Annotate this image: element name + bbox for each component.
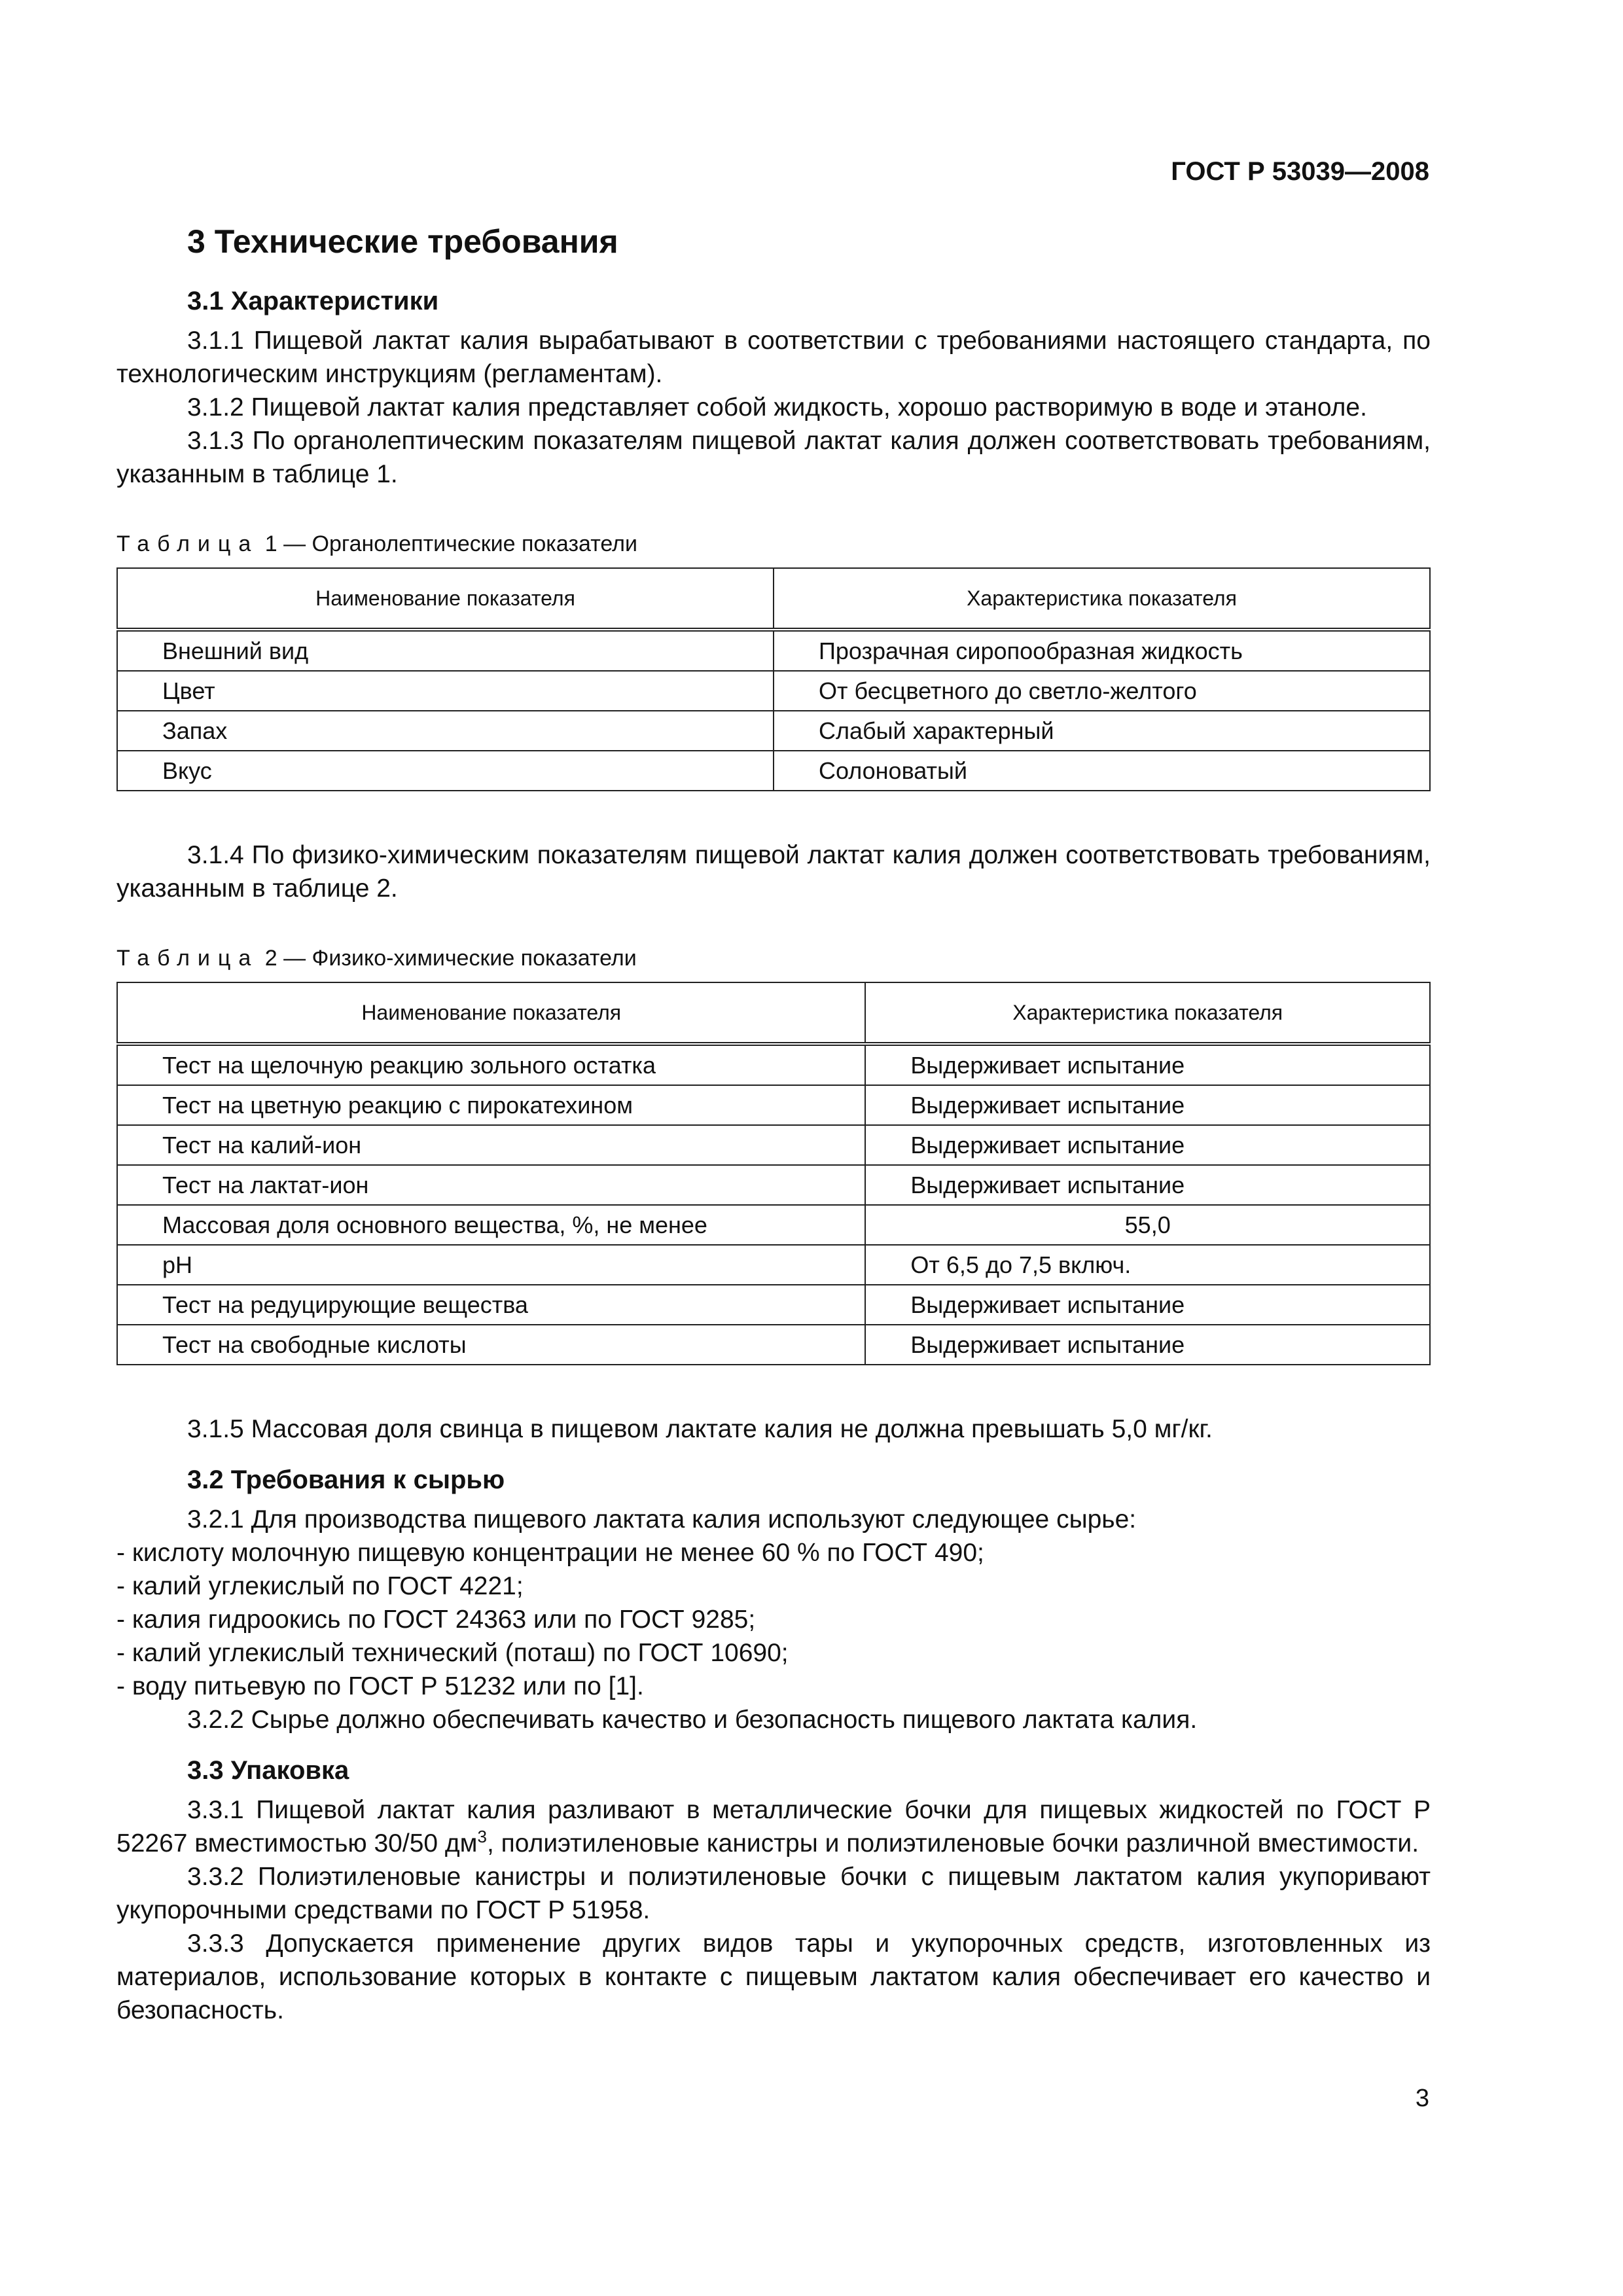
- table-header: Наименование показателя: [117, 568, 774, 630]
- subsection-title-3-1: 3.1 Характеристики: [187, 287, 439, 315]
- list-item: - воду питьевую по ГОСТ Р 51232 или по [1].: [116, 1672, 644, 1700]
- table-header: Характеристика показателя: [774, 568, 1430, 630]
- table-row: Внешний вид Прозрачная сиропообразная жидкость: [117, 630, 1430, 671]
- table-row: Тест на свободные кислоты Выдерживает испытание: [117, 1325, 1430, 1365]
- table-row: Вкус Солоноватый: [117, 751, 1430, 791]
- table-row: pH От 6,5 до 7,5 включ.: [117, 1245, 1430, 1285]
- raw-materials-list: [116, 1536, 1431, 1703]
- table-header: Характеристика показателя: [865, 982, 1430, 1044]
- table-row: Тест на калий-ион Выдерживает испытание: [117, 1125, 1430, 1165]
- paragraph-3-1-5: 3.1.5 Массовая доля свинца в пищевом лактате калия не должна превышать 5,0 мг/кг.: [187, 1415, 1213, 1443]
- subsection-title-3-2: 3.2 Требования к сырью: [187, 1465, 505, 1494]
- table-row: Тест на цветную реакцию с пирокатехином Выдерживает испытание: [117, 1085, 1430, 1125]
- list-item: - калий углекислый по ГОСТ 4221;: [116, 1572, 524, 1600]
- page-number: 3: [1415, 2085, 1429, 2112]
- standard-code: ГОСТ Р 53039—2008: [1171, 157, 1429, 186]
- table1-caption: Таблица 1 — Органолептические показатели: [116, 531, 638, 556]
- list-item: - калий углекислый технический (поташ) по ГОСТ 10690;: [116, 1639, 789, 1667]
- table-row: Тест на лактат-ион Выдерживает испытание: [117, 1165, 1430, 1205]
- table-row: Тест на щелочную реакцию зольного остатка Выдерживает испытание: [117, 1044, 1430, 1085]
- paragraph-3-1-2: 3.1.2 Пищевой лактат калия представляет собой жидкость, хорошо растворимую в воде и этаноле.: [187, 393, 1367, 422]
- table-row: Тест на редуцирующие вещества Выдерживает испытание: [117, 1285, 1430, 1325]
- paragraph-3-3-3: 3.3.3 Допускается применение других видов тары и укупорочных средств, изготовленных из материалов, использование которых в контакте с пищевым лактатом калия обеспечивает его качество и безопасность.: [116, 1929, 1431, 2024]
- paragraph-3-2-1: 3.2.1 Для производства пищевого лактата калия используют следующее сырье:: [187, 1505, 1137, 1534]
- section-title: 3 Технические требования: [187, 223, 618, 260]
- page-content: [116, 223, 1431, 2027]
- paragraph-3-1-3: 3.1.3 По органолептическим показателям пищевой лактат калия должен соответствовать требованиям, указанным в таблице 1.: [116, 427, 1431, 488]
- table-organoleptic: [116, 567, 1431, 791]
- paragraph-3-3-2: 3.3.2 Полиэтиленовые канистры и полиэтиленовые бочки с пищевым лактатом калия укупоривают укупорочными средствами по ГОСТ Р 51958.: [116, 1863, 1431, 1924]
- table-row: Массовая доля основного вещества, %, не менее 55,0: [117, 1205, 1430, 1245]
- table-header: Наименование показателя: [117, 982, 865, 1044]
- paragraph-3-1-1: 3.1.1 Пищевой лактат калия вырабатывают в соответствии с требованиями настоящего стандарта, по технологическим инструкциям (регламентам).: [116, 327, 1431, 388]
- paragraph-3-1-4: 3.1.4 По физико-химическим показателям пищевой лактат калия должен соответствовать требованиям, указанным в таблице 2.: [116, 841, 1431, 903]
- list-item: - кислоту молочную пищевую концентрации не менее 60 % по ГОСТ 490;: [116, 1539, 984, 1567]
- table-row: Цвет От бесцветного до светло-желтого: [117, 671, 1430, 711]
- subsection-title-3-3: 3.3 Упаковка: [187, 1756, 349, 1785]
- paragraph-3-3-1: 3.3.1 Пищевой лактат калия разливают в металлические бочки для пищевых жидкостей по ГОСТ Р 52267 вместимостью 30/50 $дм^3$, полиэтиленовые канистры и полиэтиленовые бочки различной вместимости.: [116, 1796, 1431, 1857]
- table2-caption: Таблица 2 — Физико-химические показатели: [116, 946, 637, 971]
- list-item: - калия гидроокись по ГОСТ 24363 или по ГОСТ 9285;: [116, 1605, 756, 1634]
- table-row: Запах Слабый характерный: [117, 711, 1430, 751]
- table-physicochemical: [116, 982, 1431, 1365]
- paragraph-3-2-2: 3.2.2 Сырье должно обеспечивать качество и безопасность пищевого лактата калия.: [187, 1706, 1198, 1734]
